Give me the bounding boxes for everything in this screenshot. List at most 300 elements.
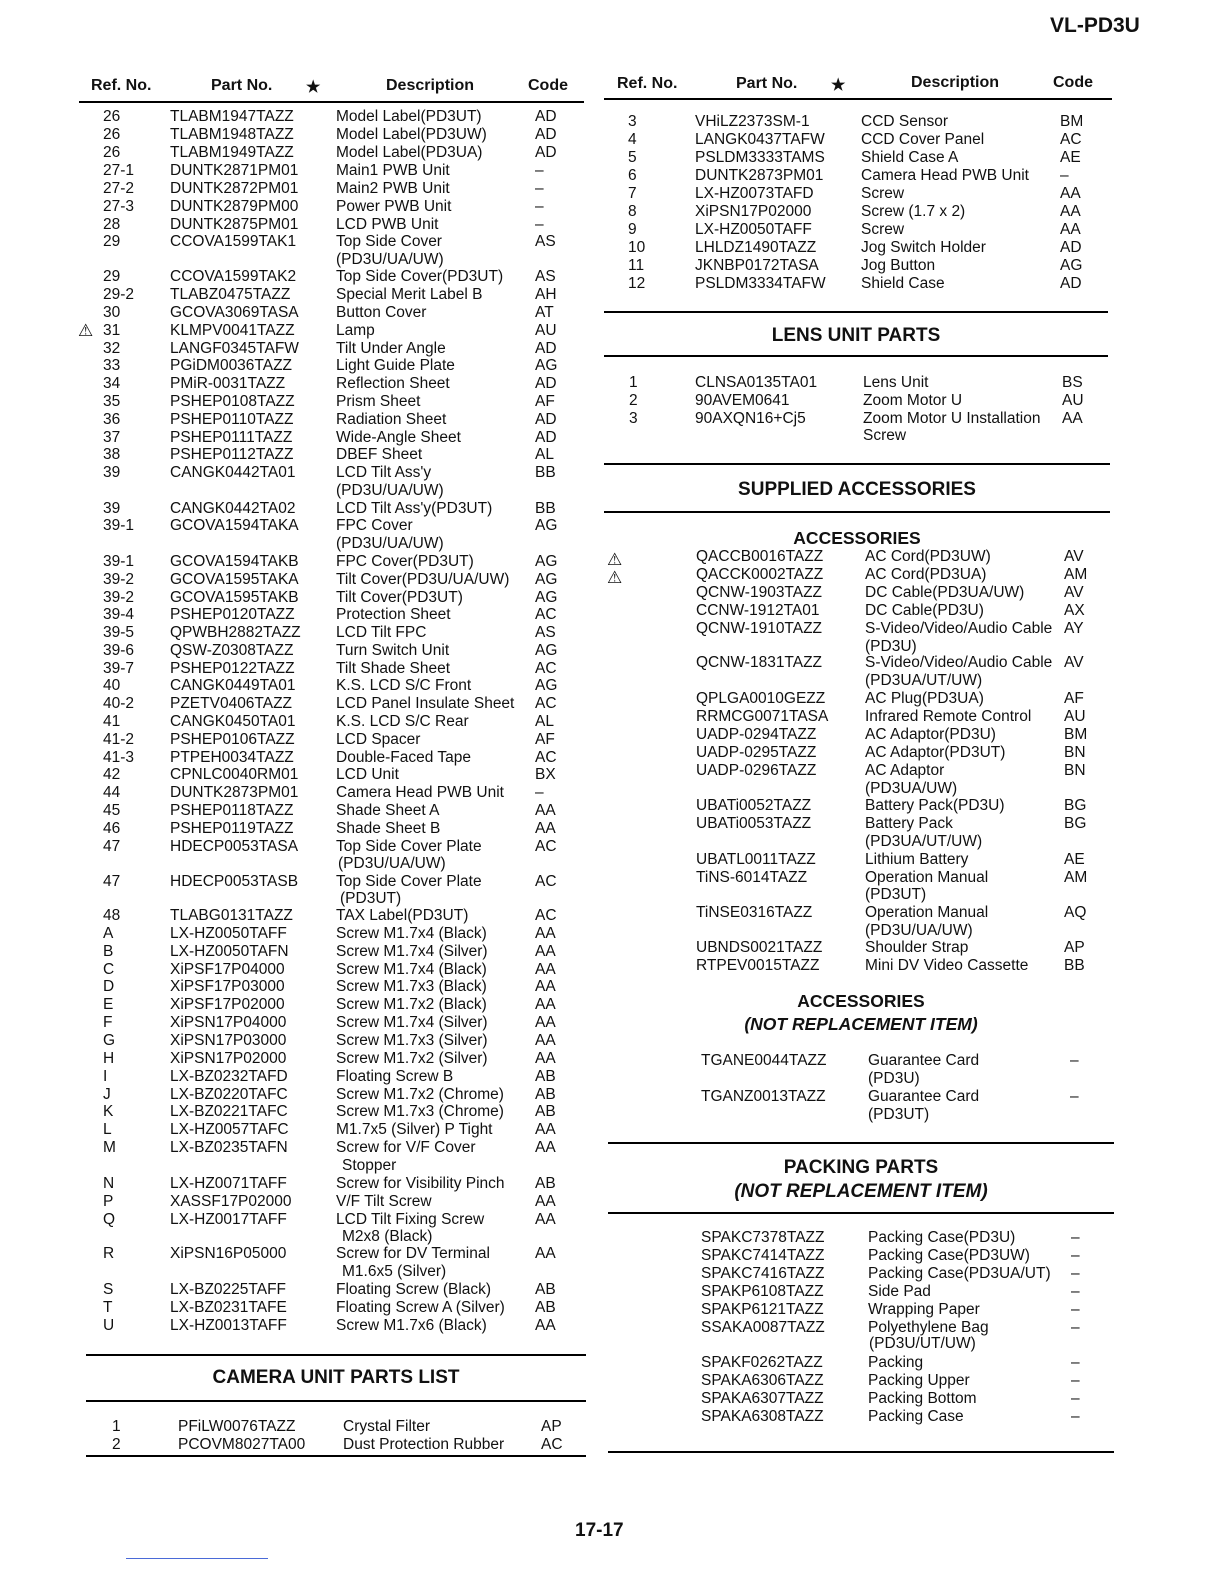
description: LCD Tilt Fixing Screw [336, 1211, 485, 1228]
description: Power PWB Unit [336, 198, 452, 215]
part-no: SPAKC7416TAZZ [701, 1265, 825, 1282]
part-no: PSLDM3333TAMS [695, 149, 825, 166]
not-replacement-heading [608, 991, 1114, 1035]
code: AB [535, 1175, 556, 1192]
description-continuation: (PD3U) [865, 638, 917, 655]
code: AS [535, 233, 556, 250]
ref-no: 12 [628, 275, 646, 292]
code: AD [1060, 239, 1082, 256]
code: AA [535, 1211, 556, 1228]
camera-rule-mid [86, 1400, 586, 1402]
ref-no: 34 [103, 375, 121, 392]
code: AL [535, 713, 554, 730]
part-no: PSHEP0110TAZZ [170, 411, 294, 428]
code: AP [541, 1418, 562, 1435]
description: S-Video/Video/Audio Cable [865, 654, 1053, 671]
description: Screw for V/F Cover [336, 1139, 476, 1156]
description-continuation: (PD3UA/UW) [865, 780, 958, 797]
part-no: UBATi0052TAZZ [696, 797, 812, 814]
part-no: UBATL0011TAZZ [696, 851, 816, 868]
supplied-rule-mid [604, 511, 1110, 513]
header-star-right: ★ [831, 77, 846, 94]
code: AA [1060, 203, 1081, 220]
code: AG [535, 642, 558, 659]
part-no: XiPSF17P04000 [170, 961, 285, 978]
code: AA [535, 1245, 556, 1262]
part-no: SPAKA6307TAZZ [701, 1390, 824, 1407]
camera-rule-top [86, 1354, 586, 1356]
part-no: QACCB0016TAZZ [696, 548, 824, 565]
ref-no: J [103, 1086, 111, 1103]
code: – [1071, 1283, 1080, 1300]
part-no: PSHEP0108TAZZ [170, 393, 295, 410]
description-continuation: (PD3U/UA/UW) [865, 922, 973, 939]
code: – [1071, 1319, 1080, 1336]
part-no: PSHEP0119TAZZ [170, 820, 294, 837]
code: AG [535, 677, 558, 694]
description-continuation: (PD3U/UA/UW) [338, 855, 446, 872]
code: – [1070, 1052, 1079, 1069]
description: LCD Unit [336, 766, 399, 783]
ref-no: 39 [103, 464, 121, 481]
code: AA [535, 961, 556, 978]
description-continuation: Stopper [342, 1157, 397, 1174]
description: Top Side Cover Plate [336, 873, 482, 890]
code: – [1071, 1390, 1080, 1407]
part-no: LX-BZ0221TAFC [170, 1103, 288, 1120]
description: Guarantee Card [868, 1052, 980, 1069]
ref-no: 39-2 [103, 589, 135, 606]
description: Mini DV Video Cassette [865, 957, 1029, 974]
description: AC Plug(PD3UA) [865, 690, 984, 707]
code: – [535, 216, 544, 233]
header-star-left: ★ [306, 79, 321, 96]
part-no: SPAKP6121TAZZ [701, 1301, 824, 1318]
description: Screw M1.7x4 (Black) [336, 961, 487, 978]
part-no: LX-BZ0231TAFE [170, 1299, 287, 1316]
description-continuation: (PD3UA/UT/UW) [865, 672, 983, 689]
ref-no: 41 [103, 713, 121, 730]
description: LCD Tilt Ass'y(PD3UT) [336, 500, 493, 517]
code: BB [535, 500, 556, 517]
supplied-title: SUPPLIED ACCESSORIES [738, 479, 976, 500]
part-no: LANGF0345TAFW [170, 340, 299, 357]
supplied-rule-top [604, 463, 1110, 465]
description: Camera Head PWB Unit [336, 784, 504, 801]
code: BG [1064, 797, 1087, 814]
code: AV [1064, 584, 1084, 601]
ref-no: L [103, 1121, 112, 1138]
code: AD [535, 411, 557, 428]
code: AD [535, 429, 557, 446]
code: AH [535, 286, 557, 303]
part-no: CANGK0450TA01 [170, 713, 296, 730]
ref-no: 40-2 [103, 695, 135, 712]
code: – [1071, 1229, 1080, 1246]
code: AA [535, 1014, 556, 1031]
description-continuation: (PD3U) [868, 1070, 920, 1087]
description: Shield Case [861, 275, 945, 292]
part-no: GCOVA1595TAKA [170, 571, 299, 588]
ref-no: 11 [628, 257, 645, 274]
ref-no: 47 [103, 838, 121, 855]
description: Shoulder Strap [865, 939, 969, 956]
description: Jog Switch Holder [861, 239, 986, 256]
ref-no: 29 [103, 268, 121, 285]
part-no: QPWBH2882TAZZ [170, 624, 301, 641]
description: Model Label(PD3UT) [336, 108, 482, 125]
part-no: SPAKC7414TAZZ [701, 1247, 825, 1264]
code: AD [1060, 275, 1082, 292]
code: – [1071, 1247, 1080, 1264]
part-no: TLABG0131TAZZ [170, 907, 293, 924]
part-no: LANGK0437TAFW [695, 131, 825, 148]
code: AG [535, 357, 558, 374]
description: Top Side Cover(PD3UT) [336, 268, 504, 285]
lens-unit-title: LENS UNIT PARTS [771, 325, 941, 346]
part-no: DUNTK2872PM01 [170, 180, 299, 197]
ref-no: 40 [103, 677, 121, 694]
part-no: PSLDM3334TAFW [695, 275, 826, 292]
description: AC Adaptor [865, 762, 945, 779]
part-no: PTPEH0034TAZZ [170, 749, 294, 766]
description: Packing Case(PD3UW) [868, 1247, 1030, 1264]
description: Tilt Shade Sheet [336, 660, 451, 677]
ref-no: 36 [103, 411, 121, 428]
description: Jog Button [861, 257, 936, 274]
description: AC Adaptor(PD3UT) [865, 744, 1006, 761]
code: AB [535, 1103, 556, 1120]
ref-no: 27-1 [103, 162, 135, 179]
part-no: QACCK0002TAZZ [696, 566, 824, 583]
code: AA [535, 1032, 556, 1049]
ref-no: E [103, 996, 114, 1013]
description-continuation: (PD3U/UA/UW) [336, 535, 444, 552]
ref-no: 39-5 [103, 624, 135, 641]
description-continuation: (PD3UT) [340, 890, 402, 907]
part-no: CLNSA0135TA01 [695, 374, 818, 391]
description: Light Guide Plate [336, 357, 455, 374]
ref-no: 41-2 [103, 731, 135, 748]
code: – [1071, 1301, 1080, 1318]
description: DBEF Sheet [336, 446, 423, 463]
description: Prism Sheet [336, 393, 421, 410]
description: Screw M1.7x3 (Chrome) [336, 1103, 504, 1120]
description: LCD Panel Insulate Sheet [336, 695, 515, 712]
description: Screw for Visibility Pinch [336, 1175, 505, 1192]
ref-no: 5 [628, 149, 637, 166]
header-code-left: Code [528, 77, 568, 94]
code: – [1060, 167, 1069, 184]
code: AC [535, 907, 557, 924]
description: Floating Screw (Black) [336, 1281, 492, 1298]
description: Main2 PWB Unit [336, 180, 450, 197]
part-no: KLMPV0041TAZZ [170, 322, 295, 339]
code: AA [535, 1139, 556, 1156]
description: AC Cord(PD3UW) [865, 548, 991, 565]
description: Screw M1.7x2 (Silver) [336, 1050, 488, 1067]
part-no: GCOVA3069TASA [170, 304, 299, 321]
ref-no: Q [103, 1211, 116, 1228]
code: AC [535, 838, 557, 855]
description: Screw M1.7x2 (Black) [336, 996, 487, 1013]
description: Screw [861, 185, 905, 202]
ref-no: 1 [112, 1418, 121, 1435]
part-no: PMiR-0031TAZZ [170, 375, 286, 392]
ref-no: 7 [628, 185, 637, 202]
part-no: XiPSF17P03000 [170, 978, 285, 995]
ref-no: 39-1 [103, 517, 135, 534]
part-no: GCOVA1594TAKB [170, 553, 299, 570]
description: Screw [861, 221, 905, 238]
header-part-right: Part No. [736, 75, 798, 92]
code: AA [535, 1193, 556, 1210]
ref-no: 4 [628, 131, 637, 148]
description: Screw M1.7x6 (Black) [336, 1317, 487, 1334]
description: K.S. LCD S/C Rear [336, 713, 469, 730]
part-no: RTPEV0015TAZZ [696, 957, 820, 974]
ref-no: 47 [103, 873, 121, 890]
code: AB [535, 1281, 556, 1298]
camera-rule-bottom [86, 1455, 586, 1457]
ref-no: 38 [103, 446, 121, 463]
code: AA [535, 996, 556, 1013]
description: LCD Tilt Ass'y [336, 464, 432, 481]
description-continuation: (PD3UA/UT/UW) [865, 833, 983, 850]
code: AA [1060, 221, 1081, 238]
ref-no: T [103, 1299, 113, 1316]
code: AM [1064, 869, 1088, 886]
code: AX [1064, 602, 1085, 619]
code: BS [1062, 374, 1083, 391]
ref-no: F [103, 1014, 113, 1031]
ref-no: 46 [103, 820, 121, 837]
code: AF [535, 731, 555, 748]
description: Packing Case [868, 1408, 964, 1425]
description: Zoom Motor U Installation [863, 410, 1041, 427]
description: AC Cord(PD3UA) [865, 566, 987, 583]
lens-rule-mid [604, 355, 1108, 357]
ref-no: 9 [628, 221, 637, 238]
ref-no: 39-7 [103, 660, 135, 677]
description: Special Merit Label B [336, 286, 483, 303]
part-no: QCNW-1903TAZZ [696, 584, 823, 601]
part-no: XiPSN17P03000 [170, 1032, 287, 1049]
description: Battery Pack(PD3U) [865, 797, 1005, 814]
accessories-subtitle: ACCESSORIES [793, 528, 921, 548]
ref-no: 26 [103, 108, 121, 125]
part-no: CPNLC0040RM01 [170, 766, 299, 783]
part-no: TLABM1947TAZZ [170, 108, 294, 125]
ref-no: R [103, 1245, 115, 1262]
ref-no: 37 [103, 429, 121, 446]
description: Packing Case(PD3U) [868, 1229, 1016, 1246]
code: – [1071, 1354, 1080, 1371]
ref-no: 35 [103, 393, 121, 410]
part-no: SPAKF0262TAZZ [701, 1354, 823, 1371]
safety-warning-icon: ⚠ [607, 568, 623, 587]
ref-no: N [103, 1175, 115, 1192]
ref-no: 31 [103, 322, 121, 339]
code: BN [1064, 762, 1086, 779]
description-continuation: (PD3U/UA/UW) [336, 251, 444, 268]
safety-warning-icon: ⚠ [78, 321, 94, 340]
part-no: HDECP0053TASA [170, 838, 299, 855]
description: LCD Spacer [336, 731, 421, 748]
code: AC [535, 606, 557, 623]
part-no: GCOVA1594TAKA [170, 517, 299, 534]
description: Screw M1.7x4 (Silver) [336, 1014, 488, 1031]
part-no: QCNW-1910TAZZ [696, 620, 823, 637]
description: Zoom Motor U [863, 392, 963, 409]
code: AG [535, 589, 558, 606]
part-no: XiPSF17P02000 [170, 996, 285, 1013]
description-continuation: M1.6x5 (Silver) [342, 1263, 447, 1280]
header-code-right: Code [1053, 74, 1093, 91]
header-rule-left [79, 101, 584, 103]
code: AF [1064, 690, 1084, 707]
lens-rule-top [604, 311, 1108, 313]
ref-no: 48 [103, 907, 121, 924]
code: AD [535, 108, 557, 125]
ref-no: 10 [628, 239, 646, 256]
not-replacement-title: ACCESSORIES [797, 991, 925, 1011]
description: Shade Sheet B [336, 820, 441, 837]
description: Screw M1.7x4 (Black) [336, 925, 487, 942]
header-part-left: Part No. [211, 77, 273, 94]
code: AC [535, 749, 557, 766]
part-no: DUNTK2871PM01 [170, 162, 299, 179]
description: CCD Cover Panel [861, 131, 985, 148]
ref-no: 3 [629, 410, 638, 427]
part-no: CCOVA1599TAK2 [170, 268, 297, 285]
code: – [1071, 1408, 1080, 1425]
description-continuation: M2x8 (Black) [342, 1228, 433, 1245]
part-no: 90AVEM0641 [695, 392, 790, 409]
header-desc-right: Description [911, 74, 1000, 91]
code: AA [535, 943, 556, 960]
part-no: SPAKA6306TAZZ [701, 1372, 824, 1389]
page-number: 17-17 [575, 1520, 624, 1541]
description: TAX Label(PD3UT) [336, 907, 469, 924]
description: Shade Sheet A [336, 802, 440, 819]
description-continuation: (PD3UT) [865, 886, 927, 903]
part-no: LX-BZ0220TAFC [170, 1086, 288, 1103]
ref-no: 39-1 [103, 553, 135, 570]
ref-no: U [103, 1317, 115, 1334]
part-no: PGiDM0036TAZZ [170, 357, 293, 374]
description: K.S. LCD S/C Front [336, 677, 472, 694]
code: AD [535, 144, 557, 161]
part-no: UADP-0294TAZZ [696, 726, 817, 743]
part-no: PSHEP0112TAZZ [170, 446, 294, 463]
code: – [1071, 1372, 1080, 1389]
footer-line [126, 1558, 268, 1559]
code: AE [1064, 851, 1085, 868]
description: Model Label(PD3UW) [336, 126, 487, 143]
description: Lens Unit [863, 374, 929, 391]
ref-no: 26 [103, 144, 121, 161]
ref-no: C [103, 961, 115, 978]
part-no: 90AXQN16+Cj5 [695, 410, 806, 427]
safety-warning-icon: ⚠ [607, 550, 623, 569]
part-no: LX-HZ0013TAFF [170, 1317, 287, 1334]
ref-no: 30 [103, 304, 121, 321]
part-no: TGANZ0013TAZZ [701, 1088, 826, 1105]
description: Screw M1.7x3 (Silver) [336, 1032, 488, 1049]
part-no: LX-HZ0057TAFC [170, 1121, 289, 1138]
code: – [535, 784, 544, 801]
code: AE [1060, 149, 1081, 166]
ref-no: 29 [103, 233, 121, 250]
part-no: LX-BZ0235TAFN [170, 1139, 288, 1156]
part-no: SPAKA6308TAZZ [701, 1408, 824, 1425]
ref-no: 2 [629, 392, 638, 409]
description: Operation Manual [865, 869, 989, 886]
code: AD [535, 126, 557, 143]
part-no: XiPSN17P04000 [170, 1014, 287, 1031]
code: AB [535, 1299, 556, 1316]
code: AY [1064, 620, 1084, 637]
code: AP [1064, 939, 1085, 956]
ref-no: 42 [103, 766, 121, 783]
ref-no: 28 [103, 216, 121, 233]
description: Dust Protection Rubber [343, 1436, 505, 1453]
part-no: QPLGA0010GEZZ [696, 690, 826, 707]
part-no: TGANE0044TAZZ [701, 1052, 827, 1069]
part-no: SPAKC7378TAZZ [701, 1229, 825, 1246]
ref-no: K [103, 1103, 114, 1120]
code: AU [1064, 708, 1086, 725]
description: Button Cover [336, 304, 427, 321]
part-no: VHiLZ2373SM-1 [695, 113, 810, 130]
code: BN [1064, 744, 1086, 761]
code: AC [541, 1436, 563, 1453]
description-continuation: (PD3U/UA/UW) [336, 482, 444, 499]
description: LCD Tilt FPC [336, 624, 427, 641]
ref-no: 45 [103, 802, 121, 819]
code: BB [1064, 957, 1085, 974]
packing-continuation: (PD3U/UT/UW) [869, 1335, 976, 1352]
code: BX [535, 766, 556, 783]
code: AC [535, 695, 557, 712]
part-no: TiNS-6014TAZZ [696, 869, 808, 886]
part-no: HDECP0053TASB [170, 873, 299, 890]
ref-no: 32 [103, 340, 121, 357]
part-no: PCOVM8027TA00 [178, 1436, 306, 1453]
description: Operation Manual [865, 904, 989, 921]
description: Shield Case A [861, 149, 959, 166]
code: – [535, 180, 544, 197]
code: AA [1062, 410, 1083, 427]
part-no: LX-BZ0232TAFD [170, 1068, 288, 1085]
packing-subtitle: (NOT REPLACEMENT ITEM) [734, 1181, 988, 1202]
code: AS [535, 624, 556, 641]
description: Wide-Angle Sheet [336, 429, 461, 446]
part-no: PFiLW0076TAZZ [178, 1418, 296, 1435]
lens-continuation: Screw [863, 427, 907, 444]
code: AA [535, 925, 556, 942]
part-no: UBATi0053TAZZ [696, 815, 812, 832]
ref-no: 8 [628, 203, 637, 220]
part-no: TLABM1949TAZZ [170, 144, 294, 161]
packing-rule-top [608, 1142, 1114, 1144]
part-no: PSHEP0106TAZZ [170, 731, 295, 748]
code: – [1071, 1265, 1080, 1282]
part-no: RRMCG0071TASA [696, 708, 829, 725]
part-no: DUNTK2875PM01 [170, 216, 299, 233]
code: AA [535, 820, 556, 837]
